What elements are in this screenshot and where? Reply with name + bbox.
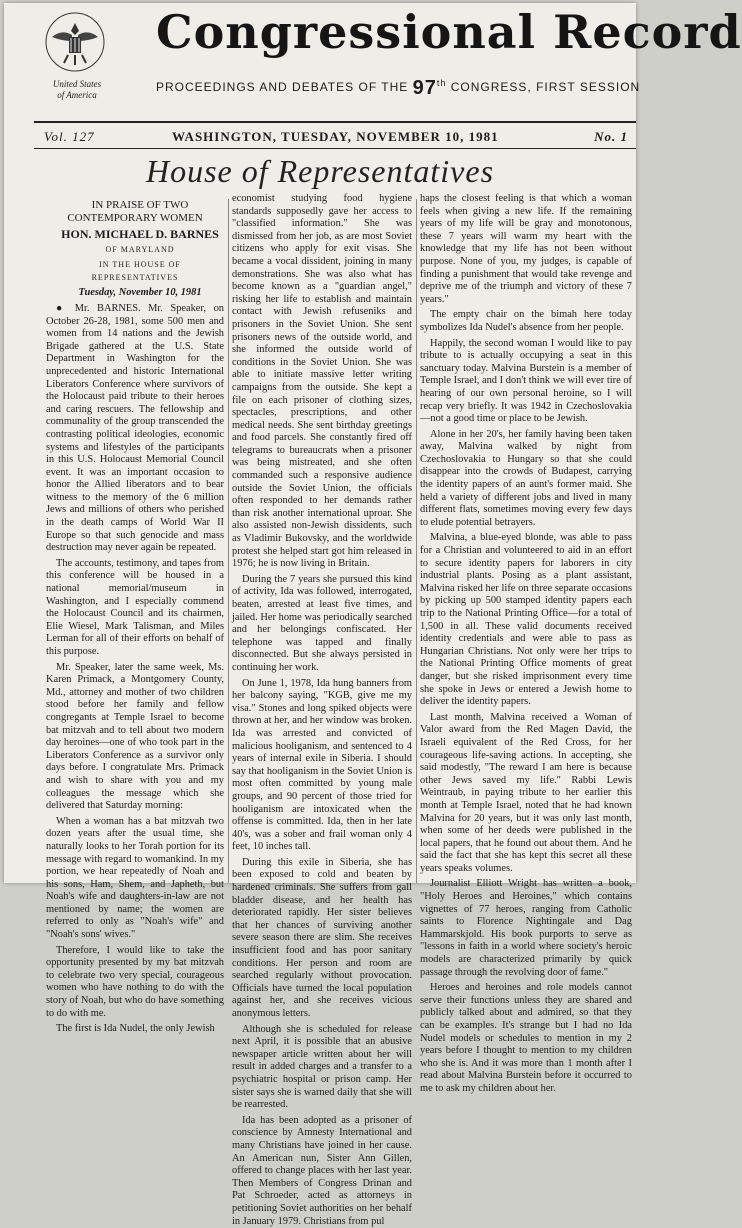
dateline-rule: [34, 148, 636, 149]
paragraph: Although she is scheduled for release next April, it is possible that an abusive newspaper article written about her will result in added charges and a transfer to a psychiatric hospital or prison camp. Her sister says she is warned daily that she will be rearrested.: [232, 1023, 412, 1111]
text-column-1: [46, 199, 224, 1035]
paragraph: During the 7 years she pursued this kind of activity, Ida was followed, interrogated, beaten, arrested at least five times, and jailed. Her home was periodically searched and her belongings confiscated. Her telephone was tapped and finally disconnected. But she always persisted in continuing her work.: [232, 573, 412, 673]
paragraph: When a woman has a bat mitzvah two dozen years after the usual time, she naturally looks to her Torah portion for its message with regard to womankind. In my portion, we hear repeatedly of Noah and his sons, Ham, Shem, and Japheth, but Noah's wife and daughters-in-law are not mentioned by name; the women are referred to only as "Noah's wife" and "Noah's sons' wives.": [46, 815, 224, 941]
paragraph: The first is Ida Nudel, the only Jewish: [56, 1023, 215, 1035]
masthead-rule: [34, 121, 636, 123]
paragraph: The accounts, testimony, and tapes from this conference will be housed in a national memorial/museum in Washington, and I especially commend the Holocaust Council and its chairmen, Elie Wiesel, Mark Talisman, and Miles Lerman for all of their efforts on behalf of this purpose.: [46, 557, 224, 657]
text-column-2: [232, 193, 412, 1227]
seal-caption: United States of America: [52, 79, 102, 100]
paragraph: Heroes and heroines and role models cannot serve their functions unless they are shared and publicly talked about and admired, so that they can be examples. It's strange but I had no Ida Nudel models or schedules to mention in my 2 years before I thought to mention to my children who she is. And it was more than 1 month after I read about Malvina Burstein before it occurred to me to ask my children about her.: [420, 982, 632, 1094]
publication-subtitle: [156, 77, 640, 100]
paragraph: economist studying food hygiene standards supposedly gave her access to "classified information." She was dismissed from her job, as are most Soviet citizens who apply for exit visas. She became a vocal dissident, joining in many demonstrations. She was also what has become known as a "guardian angel," risking her life to establish and maintain contact with Jewish refuseniks and prisoners in the Soviet Union. She sent prisoners news of the outside world, and she informed the outside world of conditions in the Soviet Union. She was able to initiate massive letter writing campaigns from the outside. She kept a file on each prisoner of clothing sizes, spectacles, prescriptions, and other medical needs. She sent birthday greetings and food parcels. She constantly fired off telegrams to bureaucrats when a prisoner was being mistreated, and she often commanded such a responsive audience outside the Soviet Union, the officials often responded to her demands rather than risk another international uproar. She also assisted non-Jewish dissidents, such as Vladimir Bukovsky, and the worldwide protest she helped start got him released in 1976; he is now living in Britain.: [232, 193, 412, 570]
issue-date: WASHINGTON, TUESDAY, NOVEMBER 10, 1981: [172, 129, 499, 144]
article-heading: IN PRAISE OF TWO CONTEMPORARY WOMEN: [67, 199, 203, 224]
paragraph: The empty chair on the bimah here today symbolizes Ida Nudel's absence from her people.: [420, 309, 632, 333]
paragraph: Malvina, a blue-eyed blonde, was able to pass for a Christian and volunteered to aid in an effort to secure identity papers for laborers in city industrial plants. Posing as a plant assistant, Malvina risked her life on three separate occasions by picking up 500 stamped identity papers each trip to the National Printing Office—for a total of 1,500 in all. These valid documents received identity credentials and were able to pass as Hungarian Christians. Not only were her trips to the National Printing Office moments of great danger, but she risked imprisonment every time she spoke in Jews or entered a Jewish home to deliver the identity papers.: [420, 532, 632, 708]
paragraph: Last month, Malvina received a Woman of Valor award from the Red Magen David, the Israeli equivalent of the Red Cross, for her courageous life-saving actions. In accepting, she said modestly, "The reward I am here is because other Jews saved my life." Rabbi Lewis Weintraub, in paying tribute to her earlier this month at Temple Israel, noted that he had known Malvina for 20 years, but it was only last month, when some of her deeds were published in the local papers, that he found out about them. And he said the fact that she has kept this secret all these years speaks volumes.: [420, 711, 632, 874]
subtitle-session: CONGRESS, FIRST SESSION: [450, 80, 641, 94]
dateline: [44, 129, 636, 145]
paragraph: Happily, the second woman I would like to pay tribute to is actually occupying a seat in this sanctuary today. Malvina Burstein is a member of Temple Israel, and I don't think we will ever tire of hearing of our own personal heroine, so I will recap very briefly. It was 1942 in Czechoslovakia—not a good time or place to be Jewish.: [420, 337, 632, 425]
congress-number: 97: [412, 77, 437, 99]
paragraph: During this exile in Siberia, she has been exposed to cold and beaten by hardened criminals. She suffers from gall bladder disease, and her health has deteriorated rapidly. Her sister believes that her chances of surviving another severe season there are slim. She receives insufficient food and has poor sanitary conditions. Her person and room are searched regularly without provocation. Officials have turned the local population against her, and she receives vicious anonymous letters.: [232, 856, 412, 1019]
paragraph: haps the closest feeling is that which a woman feels when giving a new life. If the remaining years of my life will be gray and monotonous, these 7 years will warm my heart with the knowledge that my life has not been without purpose. None of you, my judges, is capable of finding a punishment that would take revenge and deprive me of the triumph and victory of these 7 years.": [420, 193, 632, 305]
paragraph: Therefore, I would like to take the opportunity presented by my bat mitzvah to celebrate two very special, courageous women who have nothing to do with the story of Noah, but who do have something to do with me.: [46, 944, 224, 1019]
eagle-seal-icon: [44, 11, 106, 73]
masthead: [4, 3, 742, 121]
paragraph: ● Mr. BARNES. Mr. Speaker, on October 26-28, 1981, some 500 men and women from 14 nations and the Jewish Brigade gathered at the U.S. State Department in Washington for the unprecedented and historic International Liberators Conference where survivors of the Holocaust paid tribute to their heroes and caring rescuers. The fellowship and communality of the group transcended the contrasting political ideologies, economic systems and lifestyles of the participants in this U.S. Holocaust Memorial Council event. It was an important occasion to honor the Allied liberators and to bear witness to the memory of the 6 million Jews and millions of others who perished in the death camps of World War II Europe so that such genocide and mass destruction may never again be repeated.: [46, 302, 224, 554]
chamber-line: IN THE HOUSE OF REPRESENTATIVES: [91, 260, 181, 282]
document-page: [4, 3, 742, 1227]
column-divider: [416, 199, 417, 883]
paragraph: Mr. Speaker, later the same week, Ms. Karen Primack, a Montgomery County, Md., attorney and mother of two children stood before her family and fellow congregants at Temple Israel to become bat mitzvah and to tell about two modern day heroines—one of who took part in the Liberators Conference as a survivor only days before. I congratulate Mrs. Primack and wish to share with you and my colleagues the message which she delivered that Saturday morning:: [46, 661, 224, 812]
article-date: Tuesday, November 10, 1981: [78, 287, 202, 299]
issue-number: No. 1: [594, 129, 628, 144]
paragraph: Ida has been adopted as a prisoner of conscience by Amnesty International and many Christians have joined in her cause. An American nun, Sister Ann Gillen, offered to change places with her last year. Then Members of Congress Drinan and Pat Schroeder, acted as attorneys in petitioning Soviet authorities on her behalf in January 1979. Christians from pul: [232, 1114, 412, 1227]
congress-suffix: th: [436, 78, 447, 88]
publication-title: Congressional Record: [156, 5, 742, 59]
member-state: OF MARYLAND: [105, 244, 175, 254]
subtitle-proceedings: PROCEEDINGS AND DEBATES OF THE: [156, 80, 409, 94]
paragraph: Journalist Elliott Wright has written a book, "Holy Heroes and Heroines," which contains vignettes of 77 heroes, ranging from Catholic saints to Florence Nightingale and Dag Hammarskjold. His book purports to serve as "lessons in faith in a world where society's heroic models are characterized primarily by quick passage through the revolving door of fame.": [420, 878, 632, 978]
paragraph: Alone in her 20's, her family having been taken away, Malvina walked by night from Czechoslovakia to Hungary so that she could disappear into the crowds of Budapest, carrying the identity papers of an aunt's former maid. She held a variety of different jobs and lived in many different flats, sometimes moving every few days to elude potential betrayers.: [420, 428, 632, 528]
column-divider: [228, 199, 229, 883]
member-name: HON. MICHAEL D. BARNES: [61, 227, 219, 241]
volume-number: Vol. 127: [44, 129, 95, 144]
chamber-heading: House of Representatives: [145, 153, 495, 189]
paragraph: On June 1, 1978, Ida hung banners from her balcony saying, "KGB, give me my visa." Stones and long spiked objects were thrown at her, and her window was broken. Ida was arrested and convicted of malicious hooliganism, and sentenced to 4 years of internal exile in Siberia. I should say that hooliganism in the Soviet Union is most often committed by young male groups, and 90 percent of those tried for hooliganism are intoxicated when the offense is committed. Ida, then in her late 40's, was a sober and frail woman only 4 feet, 10 inches tall.: [232, 677, 412, 853]
text-column-3: [420, 193, 632, 1094]
